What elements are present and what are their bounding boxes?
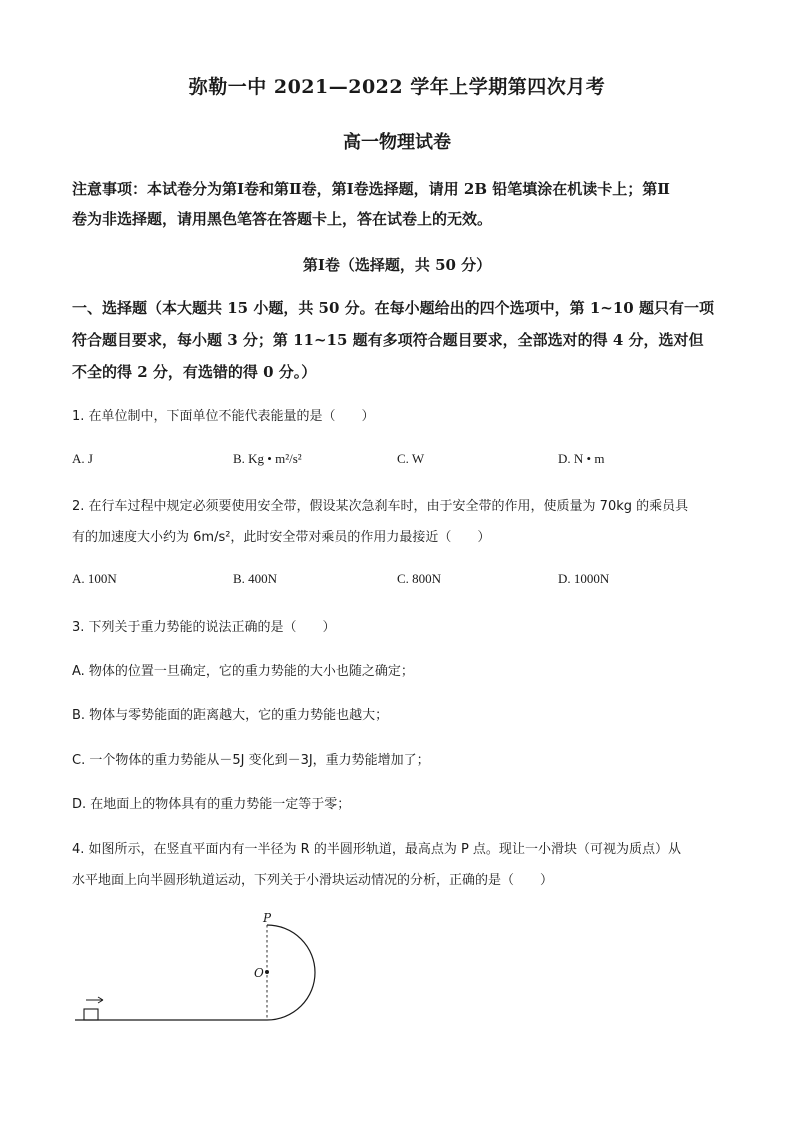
part-instructions-line-2: 符合题目要求，每小题 3 分；第 11~15 题有多项符合题目要求，全部选对的得 4 分，选对但 xyxy=(72,331,704,349)
part-instructions-line-1: 一、选择题（本大题共 15 小题，共 50 分。在每小题给出的四个选项中，第 1~10 题只有一项 xyxy=(72,299,714,317)
label-o: O xyxy=(254,966,264,980)
slider-block xyxy=(84,1009,98,1020)
question-4-stem-line-1: 4. 如图所示，在竖直平面内有一半径为 R 的半圆形轨道，最高点为 P 点。现让一小滑块（可视为质点）从 xyxy=(72,842,681,857)
question-3-option-b: B. 物体与零势能面的距离越大，它的重力势能也越大； xyxy=(72,708,389,723)
question-2-option-b: B. 400N xyxy=(233,571,278,586)
section-title: 第Ⅰ卷（选择题，共 50 分） xyxy=(302,256,492,274)
exam-title: 弥勒一中 2021—2022 学年上学期第四次月考 xyxy=(188,76,606,98)
question-3-option-a: A. 物体的位置一旦确定，它的重力势能的大小也随之确定； xyxy=(72,664,414,679)
question-1-option-a: A. J xyxy=(72,451,93,466)
center-dot xyxy=(265,970,269,974)
part-instructions-line-3: 不全的得 2 分，有选错的得 0 分。） xyxy=(72,363,317,381)
question-4-stem-line-2: 水平地面上向半圆形轨道运动，下列关于小滑块运动情况的分析，正确的是（ ） xyxy=(72,873,554,888)
question-3-option-d: D. 在地面上的物体具有的重力势能一定等于零； xyxy=(72,797,351,812)
question-3-option-c: C. 一个物体的重力势能从－5J 变化到－3J，重力势能增加了； xyxy=(72,753,430,768)
question-1-option-d: D. N • m xyxy=(558,451,605,466)
question-1-option-c: C. W xyxy=(397,451,425,466)
question-1-option-b: B. Kg • m²/s² xyxy=(233,451,302,466)
semicircle-track xyxy=(267,925,315,1020)
notice-line-1: 注意事项：本试卷分为第Ⅰ卷和第Ⅱ卷，第Ⅰ卷选择题，请用 2B 铅笔填涂在机读卡上；第Ⅱ xyxy=(72,180,670,198)
notice-line-2: 卷为非选择题，请用黑色笔答在答题卡上，答在试卷上的无效。 xyxy=(72,210,493,228)
semicircle-track-figure xyxy=(70,905,330,1030)
question-2-option-c: C. 800N xyxy=(397,571,442,586)
question-2-option-a: A. 100N xyxy=(72,571,117,586)
exam-subtitle: 高一物理试卷 xyxy=(343,132,451,153)
question-1-stem: 1. 在单位制中，下面单位不能代表能量的是（ ） xyxy=(72,409,375,424)
question-2-option-d: D. 1000N xyxy=(558,571,610,586)
question-3-stem: 3. 下列关于重力势能的说法正确的是（ ） xyxy=(72,620,336,635)
question-2-stem-line-1: 2. 在行车过程中规定必须要使用安全带，假设某次急刹车时，由于安全带的作用，使质量为 70kg 的乘员具 xyxy=(72,499,689,514)
label-p: P xyxy=(263,911,272,925)
question-2-stem-line-2: 有的加速度大小约为 6m/s²，此时安全带对乘员的作用力最接近（ ） xyxy=(72,530,491,545)
